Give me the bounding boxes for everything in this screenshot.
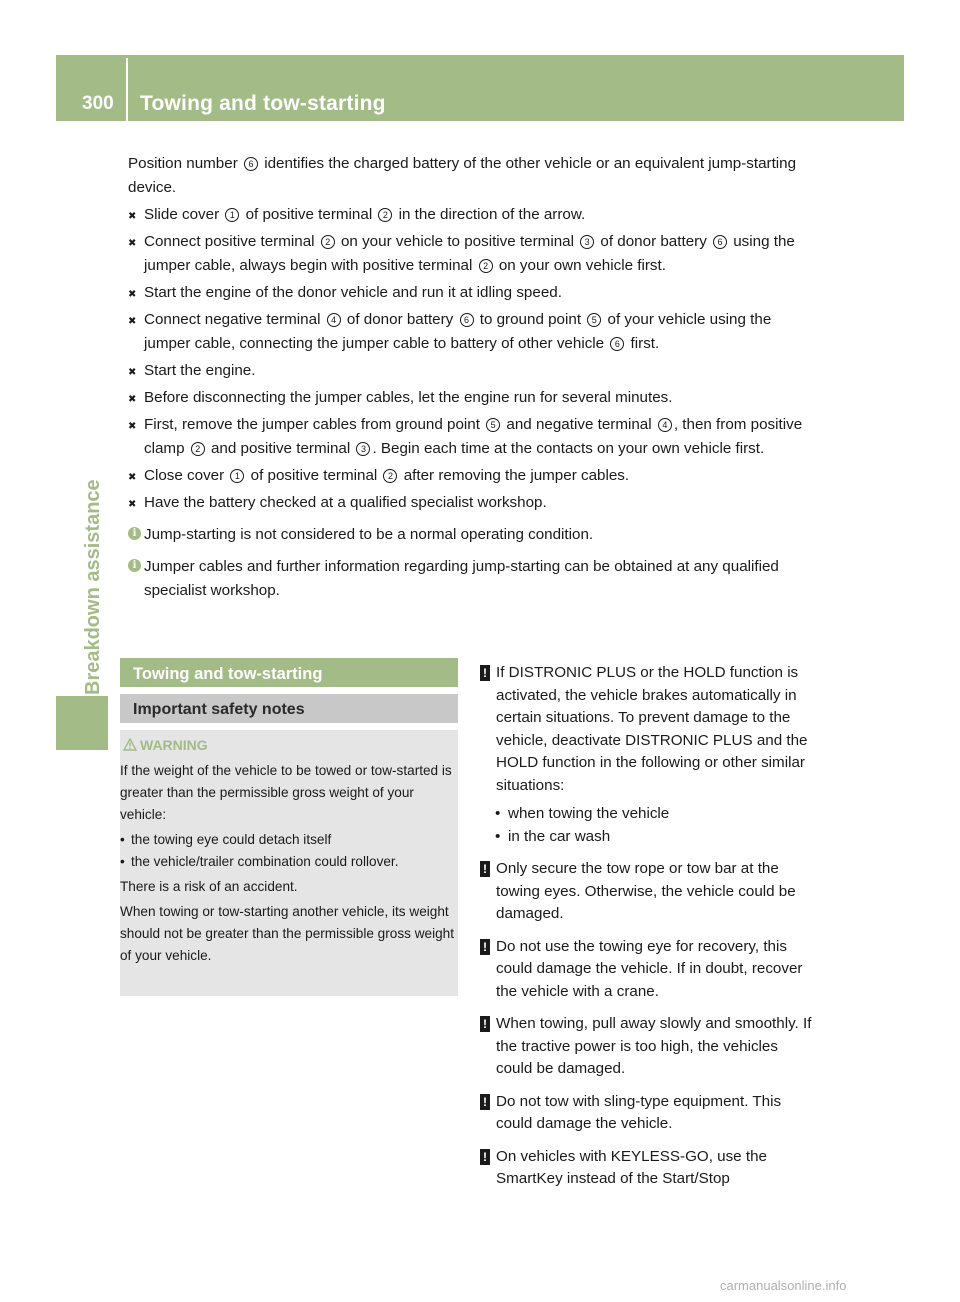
caution-text: On vehicles with KEYLESS-GO, use the SmartKey instead of the Start/Stop: [496, 1147, 767, 1187]
subsection-heading-bar: [120, 694, 458, 723]
caution-text: When towing, pull away slowly and smoothly. If the tractive power is too high, the vehicles could be damaged.: [496, 1015, 812, 1077]
step-arrow-icon: ✖: [128, 421, 137, 432]
callout-number-icon: 3: [580, 235, 594, 249]
section-title: Towing and tow-starting: [133, 665, 323, 683]
text-run: First, remove the jumper cables from ground point: [144, 416, 485, 433]
step-list: [128, 203, 818, 515]
callout-number-icon: 3: [356, 442, 370, 456]
step-arrow-icon: ✖: [128, 289, 137, 300]
text-run: of donor battery: [596, 233, 712, 250]
step-arrow-icon: ✖: [128, 472, 137, 483]
caution-note: [480, 662, 818, 797]
caution-note: [480, 1146, 818, 1191]
caution-text: Only secure the tow rope or tow bar at the towing eyes. Otherwise, the vehicle could be damaged.: [496, 860, 796, 922]
callout-number-icon: 2: [191, 442, 205, 456]
warning-bullet: • the towing eye could detach itself: [120, 829, 454, 851]
text-run: Connect positive terminal: [144, 233, 319, 250]
warning-body: [120, 760, 454, 970]
text-run: Position number: [128, 155, 242, 172]
step-arrow-icon: ✖: [128, 367, 137, 378]
caution-bullet: • when towing the vehicle: [480, 803, 818, 826]
right-column: [480, 662, 818, 1197]
exclamation-icon: !: [480, 861, 490, 877]
callout-number-icon: 6: [460, 313, 474, 327]
intro-text: [128, 152, 818, 603]
text-run: Slide cover: [144, 206, 224, 223]
text-run: , then from positive clamp: [144, 416, 803, 457]
text-run: of your vehicle using the jumper cable, connecting the jumper cable to battery of other vehicle: [144, 311, 772, 352]
caution-text: Do not use the towing eye for recovery, this could damage the vehicle. If in doubt, recover the vehicle with a crane.: [496, 937, 803, 1000]
exclamation-icon: !: [480, 1149, 490, 1165]
step-arrow-icon: ✖: [128, 394, 137, 405]
warning-label: WARNING: [140, 737, 208, 753]
text-run: first.: [626, 335, 660, 352]
callout-number-icon: 6: [610, 337, 624, 351]
text-run: Before disconnecting the jumper cables, let the engine run for several minutes.: [144, 389, 673, 406]
text-run: . Begin each time at the contacts on your own vehicle first.: [372, 440, 765, 457]
warning-bullet: • the vehicle/trailer combination could rollover.: [120, 851, 454, 873]
exclamation-icon: !: [480, 1094, 490, 1110]
warning-triangle-icon: [123, 738, 137, 751]
instruction-step: [128, 413, 818, 461]
warning-intro: If the weight of the vehicle to be towed or tow-started is greater than the permissible gross weight of your vehicle:: [120, 763, 452, 822]
text-run: Close cover: [144, 467, 229, 484]
callout-number-icon: 5: [587, 313, 601, 327]
text-run: to ground point: [475, 311, 586, 328]
caution-note: [480, 1013, 818, 1081]
callout-number-icon: 2: [321, 235, 335, 249]
side-tab: [56, 696, 108, 750]
page-title: Towing and tow-starting: [140, 92, 386, 115]
text-run: using the jumper cable, always begin with positive terminal: [144, 233, 795, 274]
text-run: Have the battery checked at a qualified specialist workshop.: [144, 494, 547, 511]
info-note: [128, 555, 818, 603]
step-arrow-icon: ✖: [128, 238, 137, 249]
section-heading-bar: [120, 658, 458, 687]
step-arrow-icon: ✖: [128, 316, 137, 327]
instruction-step: [128, 308, 818, 356]
exclamation-icon: !: [480, 665, 490, 681]
text-run: Connect negative terminal: [144, 311, 325, 328]
text-run: and positive terminal: [206, 440, 355, 457]
warning-box: [120, 730, 458, 996]
instruction-step: [128, 359, 818, 383]
caution-note: [480, 858, 818, 926]
exclamation-icon: !: [480, 939, 490, 955]
text-run: Start the engine of the donor vehicle and run it at idling speed.: [144, 284, 562, 301]
instruction-step: [128, 230, 818, 278]
info-notes: [128, 523, 818, 603]
info-note-text: Jump-starting is not considered to be a normal operating condition.: [144, 526, 594, 543]
exclamation-icon: !: [480, 1016, 490, 1032]
callout-number-icon: 2: [378, 208, 392, 222]
instruction-step: [128, 203, 818, 227]
callout-number-icon: 2: [383, 469, 397, 483]
instruction-step: [128, 491, 818, 515]
intro-paragraph: [128, 152, 818, 200]
callout-number-icon: 1: [230, 469, 244, 483]
footer-watermark: carmanualsonline.info: [720, 1278, 847, 1293]
text-run: identifies the charged battery of the other vehicle or an equivalent jump-starting device.: [128, 155, 797, 196]
caution-note: [480, 936, 818, 1004]
info-icon: i: [128, 559, 141, 572]
instruction-step: [128, 281, 818, 305]
callout-number-icon: 4: [658, 418, 672, 432]
step-arrow-icon: ✖: [128, 211, 137, 222]
caution-text: Do not tow with sling-type equipment. This could damage the vehicle.: [496, 1092, 782, 1132]
text-run: Start the engine.: [144, 362, 256, 379]
instruction-step: [128, 386, 818, 410]
subsection-title: Important safety notes: [133, 701, 305, 718]
callout-number-icon: 2: [479, 259, 493, 273]
text-run: on your vehicle to positive terminal: [336, 233, 579, 250]
caution-bullet: • in the car wash: [480, 826, 818, 849]
step-arrow-icon: ✖: [128, 499, 137, 510]
info-icon: i: [128, 527, 141, 540]
text-run: on your own vehicle first.: [494, 257, 666, 274]
warning-closing: When towing or tow-starting another vehicle, its weight should not be greater than the permissible gross weight of your vehicle.: [120, 904, 454, 963]
info-note: [128, 523, 818, 547]
callout-number-icon: 1: [225, 208, 239, 222]
callout-number-icon: 6: [244, 157, 258, 171]
text-run: and negative terminal: [502, 416, 656, 433]
info-note-text: Jumper cables and further information regarding jump-starting can be obtained at any qualified specialist workshop.: [144, 558, 779, 599]
header-divider: [126, 58, 128, 121]
caution-text: If DISTRONIC PLUS or the HOLD function is activated, the vehicle brakes automatically in certain situations. To prevent damage to the vehicle, deactivate DISTRONIC PLUS and the HOLD function in the following or other similar situations:: [496, 664, 808, 794]
text-run: of donor battery: [342, 311, 458, 328]
caution-note: [480, 1091, 818, 1136]
warning-risk: There is a risk of an accident.: [120, 879, 298, 894]
page-number: 300: [82, 93, 114, 114]
callout-number-icon: 6: [713, 235, 727, 249]
callout-number-icon: 4: [327, 313, 341, 327]
text-run: in the direction of the arrow.: [394, 206, 586, 223]
text-run: of positive terminal: [246, 467, 382, 484]
instruction-step: [128, 464, 818, 488]
text-run: of positive terminal: [241, 206, 377, 223]
side-label: Breakdown assistance: [82, 479, 104, 695]
text-run: after removing the jumper cables.: [399, 467, 630, 484]
callout-number-icon: 5: [486, 418, 500, 432]
